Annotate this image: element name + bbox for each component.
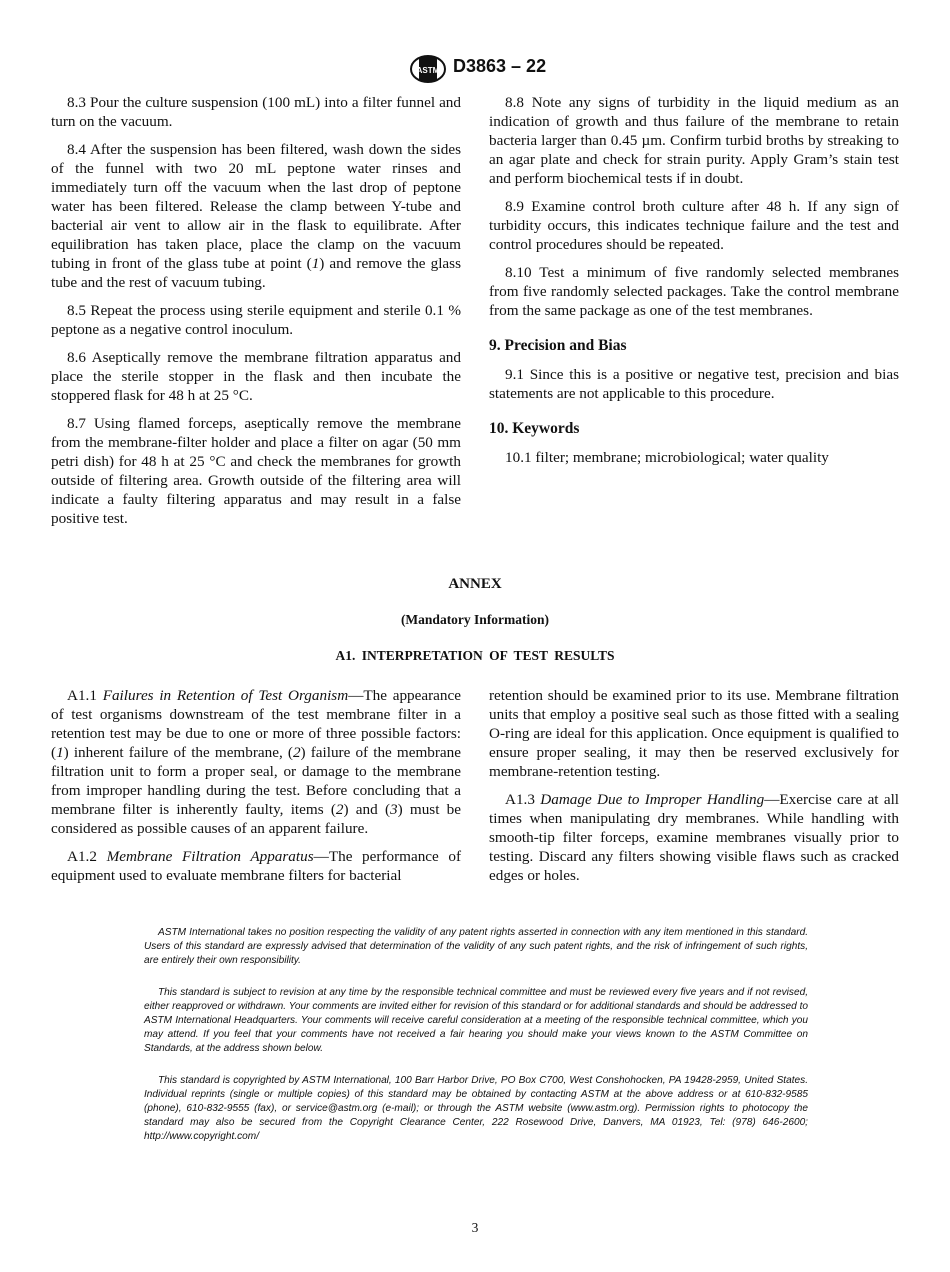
section-10-heading: 10. Keywords xyxy=(489,420,580,437)
annex-section-title: A1. INTERPRETATION OF TEST RESULTS xyxy=(335,648,615,663)
paragraph-a1-2-continued: retention should be examined prior to its use. Membrane filtration units that employ a positive seal such as those fitted with a sealing O-ring are ideal for this application. Once equipment is qualified to ensure proper sealing, it may then be reserved exclusively for membrane-retention testing. xyxy=(489,687,899,780)
paragraph-8-5: 8.5 Repeat the process using sterile equipment and sterile 0.1 % peptone as a negative control inoculum. xyxy=(51,302,461,338)
paragraph-8-8: 8.8 Note any signs of turbidity in the liquid medium as an indication of growth and thus failure of the membrane to retain bacteria larger than 0.45 µm. Confirm turbid broths by streaking to an agar plate and check for strain purity. Apply Gram’s stain test and perform biochemical tests if in doubt. xyxy=(489,94,899,187)
right-column xyxy=(489,93,899,476)
paragraph-8-10: 8.10 Test a minimum of five randomly selected membranes from five randomly selected packages. Take the control membrane from the same package as one of the test membranes. xyxy=(489,264,899,319)
logo-text: ASTM xyxy=(416,66,440,75)
paragraph-10-1: 10.1 filter; membrane; microbiological; water quality xyxy=(505,449,829,466)
paragraph-8-7: 8.7 Using flamed forceps, aseptically remove the membrane from the membrane-filter holder and place a filter on agar (50 mm petri dish) for 48 h at 25 °C and check the membranes for growth outside of filtering area. Growth outside of the filtering area will indicate a faulty filtering apparatus and may result in a false positive test. xyxy=(51,415,461,527)
left-column xyxy=(51,93,461,537)
copyright-notice: This standard is copyrighted by ASTM International, 100 Barr Harbor Drive, PO Box C700, West Conshohocken, PA 19428-2959, United States. Individual reprints (single or multiple copies) of this standard may be obtained by contacting ASTM at the above address or at 610-832-9585 (phone), 610-832-9555 (fax), or service@astm.org (e-mail); or through the ASTM website (www.astm.org). Permission rights to photocopy the standard may also be secured from the Copyright Clearance Center, 222 Rosewood Drive, Danvers, MA 01923, Tel: (978) 646-2600; http://www.copyright.com/ xyxy=(144,1075,808,1142)
paragraph-8-9: 8.9 Examine control broth culture after 48 h. If any sign of turbidity occurs, this indicates technique failure and the test and control procedures should be repeated. xyxy=(489,198,899,253)
legal-footer xyxy=(144,926,808,1162)
section-9-heading: 9. Precision and Bias xyxy=(489,337,627,354)
page-header xyxy=(0,52,950,86)
paragraph-9-1: 9.1 Since this is a positive or negative test, precision and bias statements are not applicable to this procedure. xyxy=(489,366,899,402)
astm-logo-icon xyxy=(408,54,448,84)
paragraph-8-4: 8.4 After the suspension has been filtered, wash down the sides of the funnel with two 20 mL peptone water rinses and immediately turn off the vacuum when the last drop of peptone water has been filtered. Release the clamp between Y-tube and bacterial air vent to allow air in the flask to equilibrate. After equilibration has taken place, place the clamp on the vacuum tubing in front of the glass tube at point (1) and remove the glass tube and the rest of vacuum tubing. xyxy=(51,141,461,291)
revision-notice: This standard is subject to revision at any time by the responsible technical committee and must be reviewed every five years and if not revised, either reapproved or withdrawn. Your comments are invited either for revision of this standard or for additional standards and should be addressed to ASTM International Headquarters. Your comments will receive careful consideration at a meeting of the responsible technical committee, which you may attend. If you feel that your comments have not received a fair hearing you should make your views known to the ASTM Committee on Standards, at the address shown below. xyxy=(144,987,808,1054)
paragraph-8-3: 8.3 Pour the culture suspension (100 mL) into a filter funnel and turn on the vacuum. xyxy=(51,94,461,130)
page-number: 3 xyxy=(471,1220,479,1235)
annex-left-column xyxy=(51,686,461,885)
paragraph-a1-1: A1.1 Failures in Retention of Test Organism—The appearance of test organisms downstream of the test membrane filter in a retention test may be due to one or more of three possible factors: (1) inherent failure of the membrane, (2) failure of the membrane filtration unit to form a proper seal, or damage to the membrane from improper handling during the test. Before concluding that a membrane filter is inherently faulty, items (2) and (3) must be considered as possible causes of an apparent failure. xyxy=(51,687,462,837)
annex-right-column xyxy=(489,686,899,894)
patent-notice: ASTM International takes no position respecting the validity of any patent rights asserted in connection with any item mentioned in this standard. Users of this standard are expressly advised that determination of the validity of any such patent rights, and the risk of infringement of such rights, are entirely their own responsibility. xyxy=(144,927,808,966)
paragraph-a1-2-start: A1.2 Membrane Filtration Apparatus—The performance of equipment used to evaluate membrane filters for bacterial xyxy=(51,848,462,884)
annex-title: ANNEX xyxy=(448,576,502,592)
paragraph-8-6: 8.6 Aseptically remove the membrane filtration apparatus and place the sterile stopper in the flask and then incubate the stoppered flask for 48 h at 25 °C. xyxy=(51,349,461,404)
standard-designation: D3863 – 22 xyxy=(453,56,547,76)
annex-subtitle: (Mandatory Information) xyxy=(400,612,550,627)
paragraph-a1-3: A1.3 Damage Due to Improper Handling—Exercise care at all times when manipulating dry membranes. While handling with smooth-tip filter forceps, examine membranes visually prior to testing. Discard any filters showing visible flaws such as cracked edges or holes. xyxy=(489,791,900,884)
